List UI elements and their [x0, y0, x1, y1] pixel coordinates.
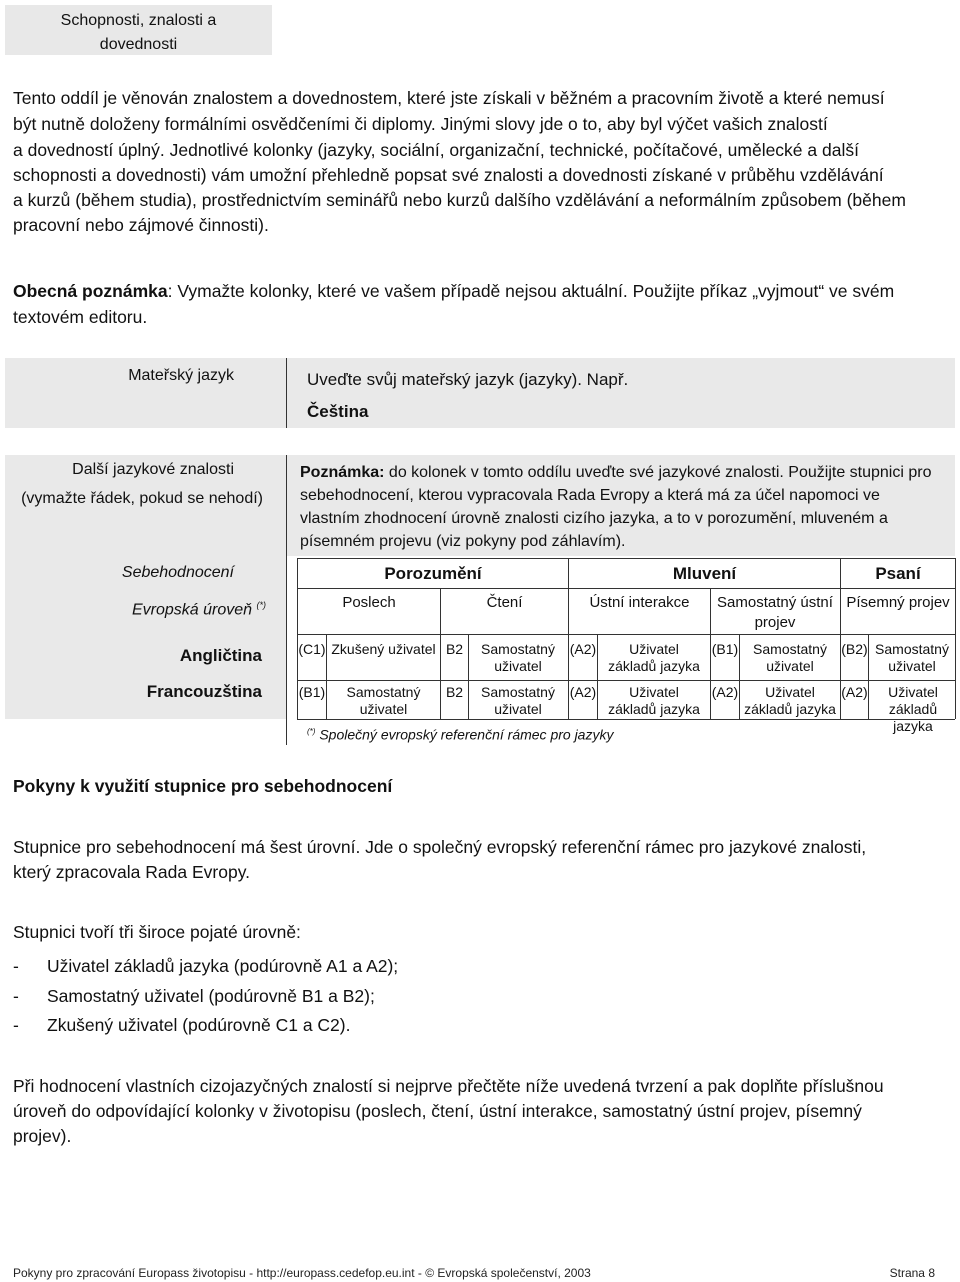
level-desc: Samostatný uživatel: [481, 641, 555, 674]
other-languages-sublabel: (vymažte řádek, pokud se nehodí): [21, 490, 263, 507]
table-rule: [297, 634, 955, 635]
header-writing: Psaní: [875, 564, 921, 583]
footnote-text: Společný evropský referenční rámec pro jazyky: [319, 726, 614, 743]
language-name-english: Angličtina: [179, 646, 262, 665]
guidance-paragraph-line: úroveň do odpovídající kolonky v životopisu (poslech, čtení, ústní interakce, samostatný ústní projev, písemný: [13, 1101, 862, 1121]
list-item: - Zkušený uživatel (podúrovně C1 a C2).: [13, 1015, 351, 1035]
table-rule: [297, 558, 955, 559]
intro-line: být nutně doloženy formálními osvědčeními či diplomy. Jinými slovy jde o to, aby byl výčet vašich znalostí: [13, 114, 828, 134]
footnote-mark: (*): [307, 727, 316, 736]
other-languages-label: Další jazykové znalosti: [72, 461, 234, 478]
level-code: (A2): [841, 684, 868, 700]
header-understanding: Porozumění: [384, 564, 482, 583]
general-note-label: Obecná poznámka: [13, 281, 168, 301]
level-code: (A2): [711, 684, 739, 700]
page-number: Strana 8: [889, 1266, 935, 1280]
level-desc: Samostatný uživatel: [346, 684, 421, 717]
level-desc: Uživatel základů jazyka: [888, 684, 938, 734]
subheader-listening: Poslech: [342, 594, 396, 611]
table-rule: [597, 634, 598, 719]
column-divider: [286, 358, 287, 428]
intro-line: a dovedností úplný. Jednotlivé kolonky (jazyky, sociální, organizační, technické, počítačové, umělecké a další: [13, 140, 859, 160]
level-desc: Samostatný uživatel: [875, 641, 949, 674]
language-name-french: Francouzština: [146, 682, 262, 701]
mother-tongue-instruction: Uveďte svůj mateřský jazyk (jazyky). Např.: [307, 370, 629, 389]
level-code: (A2): [569, 684, 597, 700]
guidance-paragraph-line: který zpracovala Rada Evropy.: [13, 862, 251, 882]
level-desc: Uživatel základů jazyka: [608, 641, 700, 674]
level-desc: Uživatel základů jazyka: [608, 684, 700, 717]
subheader-spoken-interaction: Ústní interakce: [589, 594, 690, 611]
languages-note-label: Poznámka:: [300, 464, 385, 481]
guidance-heading: Pokyny k využití stupnice pro sebehodnocení: [13, 776, 393, 796]
intro-line: Tento oddíl je věnován znalostem a dovednostem, které jste získali v běžném a pracovním životě a které nemusí: [13, 88, 885, 108]
general-note-text: : Vymažte kolonky, které ve vašem případě nejsou aktuální. Použijte příkaz „vyjmout“ ve svém: [167, 281, 895, 301]
level-code: (B1): [298, 684, 326, 700]
section-title-line2: dovednosti: [99, 36, 178, 53]
languages-note-line: sebehodnocení, kterou vypracovala Rada Evropy a která má za účel napomoci ve: [300, 487, 880, 504]
level-code: B2: [445, 641, 464, 657]
table-rule: [297, 588, 955, 589]
subheader-writing: Písemný projev: [846, 594, 950, 611]
guidance-paragraph-line: projev).: [13, 1126, 72, 1146]
languages-note-line: vlastním zhodnocení úrovně znalosti cizího jazyka, a to v porozumění, mluveném a: [300, 510, 888, 527]
languages-note-line: písemném projevu (viz pokyny pod záhlavím).: [300, 533, 626, 550]
level-code: (A2): [569, 641, 597, 657]
level-desc: Uživatel základů jazyka: [744, 684, 836, 717]
guidance-paragraph-line: Při hodnocení vlastních cizojazyčných znalostí si nejprve přečtěte níže uvedená tvrzení a pak doplňte příslušnou: [13, 1076, 884, 1096]
level-code: (C1): [298, 641, 326, 657]
level-code: B2: [445, 684, 464, 700]
levels-intro: Stupnici tvoří tři široce pojaté úrovně:: [13, 922, 301, 942]
table-rule: [468, 634, 469, 719]
table-footnote: [307, 722, 907, 745]
list-item: - Samostatný uživatel (podúrovně B1 a B2);: [13, 986, 375, 1006]
level-desc: Zkušený uživatel: [331, 641, 436, 657]
intro-line: a kurzů (během studia), prostřednictvím seminářů nebo kurzů dalšího vzdělávání a neformálním způsobem (během: [13, 190, 906, 210]
intro-line: schopnosti a dovednosti) vám umožní přehledně popsat své znalosti a dovednosti získané v průběhu vzdělávání: [13, 165, 884, 185]
level-code: (B2): [841, 641, 868, 657]
intro-line: pracovní nebo zájmové činnosti).: [13, 215, 269, 235]
guidance-paragraph-line: Stupnice pro sebehodnocení má šest úrovní. Jde o společný evropský referenční rámec pro jazykové znalosti,: [13, 837, 867, 857]
list-item: - Uživatel základů jazyka (podúrovně A1 a A2);: [13, 956, 399, 976]
languages-note-text: do kolonek v tomto oddílu uveďte své jazykové znalosti. Použijte stupnici pro: [384, 464, 932, 481]
subheader-reading: Čtení: [486, 594, 523, 611]
footer-text: Pokyny pro zpracování Europass životopisu - http://europass.cedefop.eu.int - © Evropská společenství, 2003: [13, 1266, 591, 1280]
european-level-mark: (*): [256, 600, 266, 610]
table-rule: [297, 719, 955, 720]
table-rule: [297, 680, 955, 681]
european-level-label: Evropská úroveň (*): [131, 600, 266, 619]
section-title-line1: Schopnosti, znalosti a: [60, 12, 217, 29]
level-code: (B1): [711, 641, 739, 657]
self-assessment-label: Sebehodnocení: [121, 564, 234, 581]
subheader-spoken-production: Samostatný ústní projev: [717, 594, 833, 631]
level-desc: Samostatný uživatel: [481, 684, 555, 717]
header-speaking: Mluvení: [672, 564, 737, 583]
general-note-line2: textovém editoru.: [13, 307, 148, 327]
mother-tongue-label: Mateřský jazyk: [128, 367, 234, 384]
mother-tongue-example: Čeština: [307, 402, 369, 421]
section-title-box: [5, 5, 272, 55]
level-desc: Samostatný uživatel: [753, 641, 827, 674]
